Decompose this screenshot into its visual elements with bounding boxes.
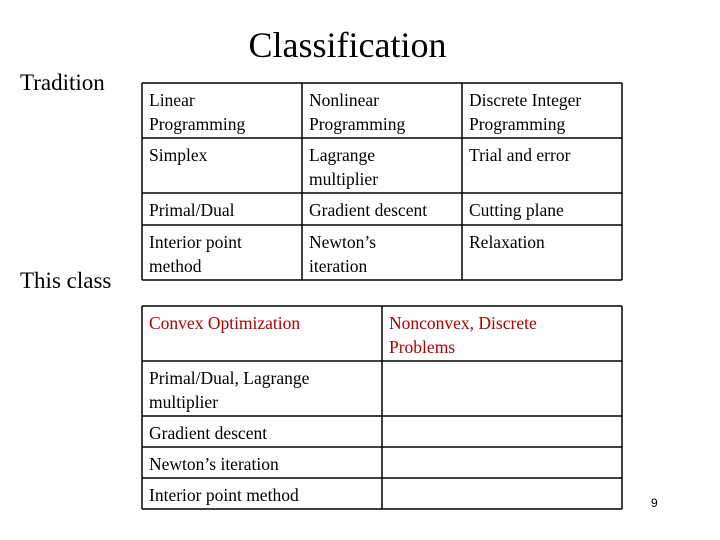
tradition-cell-lagrange: Lagrange multiplier	[309, 145, 379, 189]
tradition-label: Tradition	[20, 70, 105, 95]
tradition-header-discrete: Discrete Integer Programming	[469, 90, 582, 134]
class-cell-newtons-iteration: Newton’s iteration	[149, 454, 279, 474]
class-cell-primal-dual-lagrange: Primal/Dual, Lagrange multiplier	[149, 368, 310, 412]
this-class-label: This class	[20, 268, 112, 293]
class-cell-gradient-descent: Gradient descent	[149, 423, 268, 443]
tradition-cell-gradient-descent: Gradient descent	[309, 200, 428, 220]
class-header-convex: Convex Optimization	[149, 313, 301, 333]
class-cell-interior-point: Interior point method	[149, 485, 299, 505]
tradition-cell-trial-and-error: Trial and error	[469, 145, 571, 165]
page-number: 9	[651, 496, 658, 510]
tradition-header-linear: Linear Programming	[149, 90, 246, 134]
tradition-cell-interior-point: Interior point method	[149, 232, 242, 276]
tradition-header-nonlinear: Nonlinear Programming	[309, 90, 406, 134]
class-header-nonconvex: Nonconvex, Discrete Problems	[389, 313, 537, 357]
slide-title: Classification	[248, 25, 447, 65]
tradition-cell-simplex: Simplex	[149, 145, 208, 165]
tradition-cell-primal-dual: Primal/Dual	[149, 200, 235, 220]
tradition-cell-relaxation: Relaxation	[469, 232, 545, 252]
tradition-cell-newtons-iteration: Newton’s iteration	[309, 232, 377, 276]
tradition-cell-cutting-plane: Cutting plane	[469, 200, 564, 220]
